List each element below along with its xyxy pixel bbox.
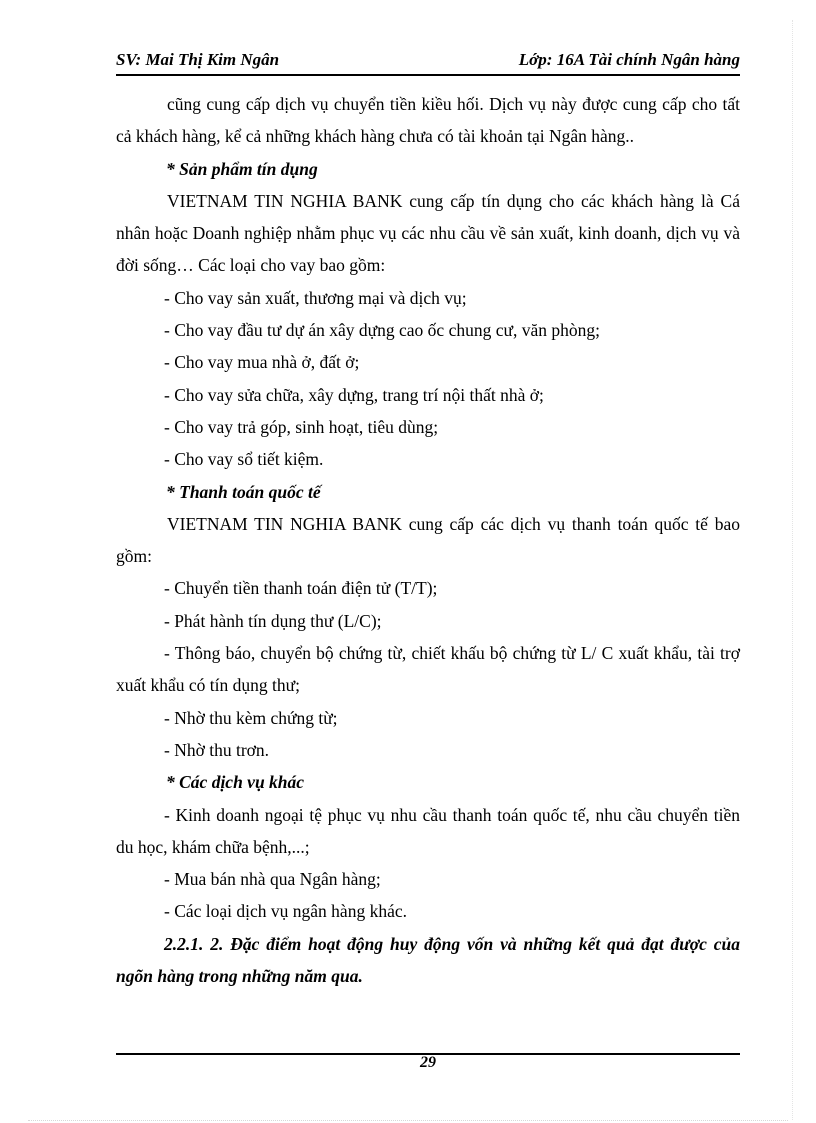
payment-item: - Nhờ thu kèm chứng từ;	[164, 707, 338, 728]
page-body	[116, 88, 740, 992]
other-services-heading: * Các dịch vụ khác	[166, 772, 305, 793]
payment-item: - Chuyển tiền thanh toán điện tử (T/T);	[164, 578, 438, 599]
page-header	[116, 48, 740, 76]
credit-item: - Cho vay sản xuất, thương mại và dịch vụ;	[164, 287, 467, 308]
payment-paragraph: VIETNAM TIN NGHIA BANK cung cấp các dịch vụ thanh toán quốc tế bao gồm:	[116, 513, 740, 567]
credit-item: - Cho vay mua nhà ở, đất ở;	[164, 352, 360, 373]
page-edge-right	[792, 20, 793, 1120]
credit-paragraph: VIETNAM TIN NGHIA BANK cung cấp tín dụng cho các khách hàng là Cá nhân hoặc Doanh nghiệp nhằm phục vụ các nhu cầu về sản xuất, kinh doanh, dịch vụ và đời sống… Các loại cho vay bao gồm:	[116, 190, 740, 276]
payment-item: - Thông báo, chuyển bộ chứng từ, chiết khấu bộ chứng từ L/ C xuất khẩu, tài trợ xuất khẩu có tín dụng thư;	[116, 643, 740, 696]
payment-item: - Nhờ thu trơn.	[164, 739, 270, 760]
other-services-item: - Mua bán nhà qua Ngân hàng;	[164, 869, 381, 890]
credit-item: - Cho vay sửa chữa, xây dựng, trang trí nội thất nhà ở;	[164, 384, 544, 405]
credit-item: - Cho vay sổ tiết kiệm.	[164, 449, 324, 470]
payment-heading: * Thanh toán quốc tế	[166, 481, 321, 502]
page-number: 29	[420, 1054, 436, 1071]
page-edge-bottom	[28, 1120, 788, 1121]
header-student-name: SV: Mai Thị Kim Ngân	[116, 50, 280, 69]
header-class-name: Lớp: 16A Tài chính Ngân hàng	[518, 50, 740, 69]
intro-paragraph: cũng cung cấp dịch vụ chuyển tiền kiều hối. Dịch vụ này được cung cấp cho tất cả khách hàng, kể cả những khách hàng chưa có tài khoản tại Ngân hàng..	[116, 94, 740, 147]
other-services-item: - Các loại dịch vụ ngân hàng khác.	[164, 901, 407, 922]
credit-item: - Cho vay trả góp, sinh hoạt, tiêu dùng;	[164, 416, 439, 437]
other-services-item: - Kinh doanh ngoại tệ phục vụ nhu cầu thanh toán quốc tế, nhu cầu chuyển tiền du học, khám chữa bệnh,...;	[116, 804, 740, 857]
credit-item: - Cho vay đầu tư dự án xây dựng cao ốc chung cư, văn phòng;	[164, 320, 600, 341]
section-title: 2.2.1. 2. Đặc điểm hoạt động huy động vốn và những kết quả đạt được của ngõn hàng trong những năm qua.	[116, 933, 740, 987]
payment-item: - Phát hành tín dụng thư (L/C);	[164, 610, 382, 631]
credit-heading: * Sản phẩm tín dụng	[166, 158, 318, 179]
